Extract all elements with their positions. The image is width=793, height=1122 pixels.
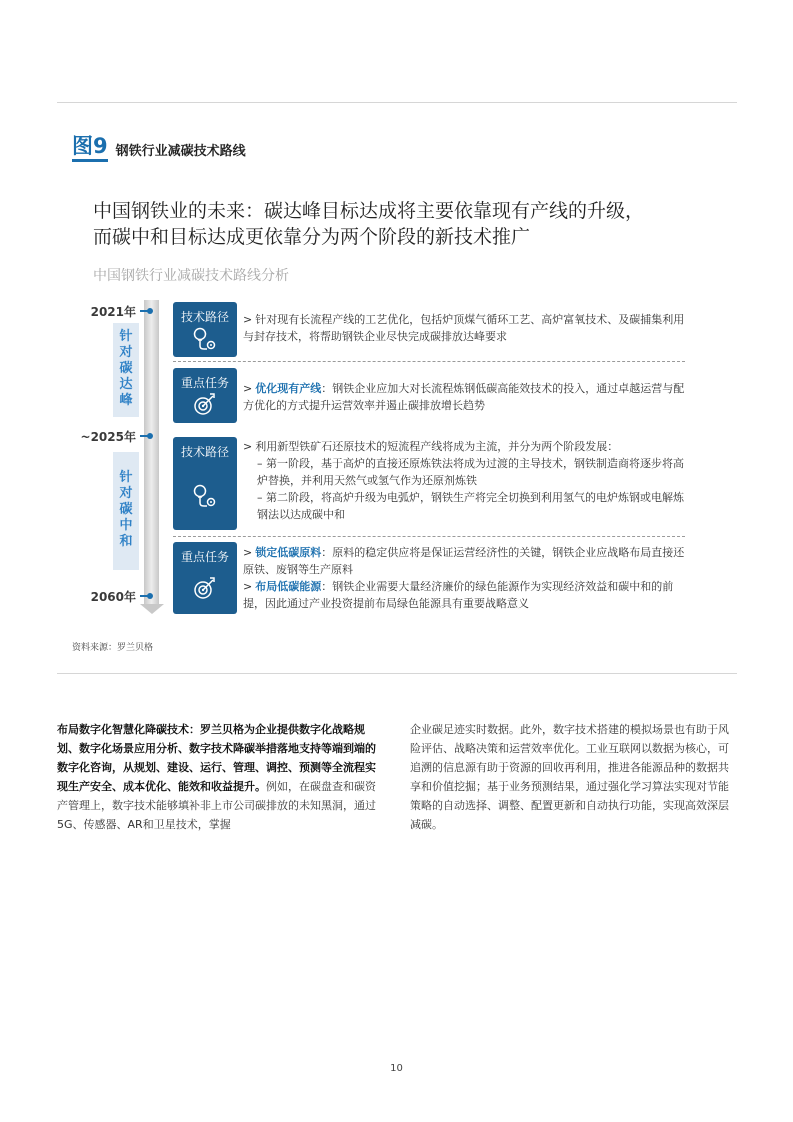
badge-key-task-neutral — [173, 542, 237, 614]
figure-number: 图9 — [72, 134, 108, 162]
bullet-marker: > — [243, 440, 253, 453]
neutral-key-task-text — [243, 544, 693, 612]
phase-carbon-peak — [113, 323, 139, 417]
badge-tech-path-neutral — [173, 437, 237, 530]
phase-peak-char: 碳 — [119, 361, 133, 376]
timeline-arrowhead — [140, 604, 164, 614]
headline-line-1: 中国钢铁业的未来：碳达峰目标达成将主要依靠现有产线的升级， — [93, 200, 645, 222]
peak-tech-text: 针对现有长流程产线的工艺优化，包括炉顶煤气循环工艺、高炉富氧技术、及碳捕集利用与封存技术，将帮助钢铁企业尽快完成碳排放达峰要求 — [243, 313, 685, 343]
figure-bottom-rule — [57, 673, 737, 674]
bullet-marker: > — [243, 546, 253, 559]
peak-task-title: 优化现有产线 — [255, 382, 322, 395]
neutral-task-1-body: ：原料的稳定供应将是保证运营经济性的关键，钢铁企业应战略布局直接还原铁、废钢等生产原料 — [243, 546, 685, 576]
body-column-right — [410, 720, 737, 834]
badge-label: 技术路径 — [180, 445, 229, 459]
bullet-marker: > — [243, 580, 253, 593]
figure-source: 资料来源：罗兰贝格 — [72, 643, 154, 653]
phase-peak-char: 针 — [119, 329, 133, 344]
badge-label: 重点任务 — [180, 550, 229, 564]
neutral-task-1-title: 锁定低碳原料 — [255, 546, 322, 559]
peak-task-body: ：钢铁企业应加大对长流程炼钢低碳高能效技术的投入，通过卓越运营与配方优化的方式提升运营效率并遏止碳排放增长趋势 — [243, 382, 685, 412]
top-rule — [57, 102, 737, 103]
page-number: 10 — [390, 1063, 403, 1074]
neutral-tech-path-text — [243, 438, 693, 523]
figure-title: 钢铁行业减碳技术路线 — [115, 144, 246, 159]
body-column-left — [57, 720, 384, 834]
neutral-tech-lead: 利用新型铁矿石还原技术的短流程产线将成为主流，并分为两个阶段发展： — [255, 440, 619, 453]
neutral-task-2-body: ：钢铁企业需要大量经济廉价的绿色能源作为实现经济效益和碳中和的前提，因此通过产业投资提前布局绿色能源具有重要战略意义 — [243, 580, 674, 610]
year-2025: ~2025年 — [80, 430, 136, 444]
year-2021: 2021年 — [90, 305, 136, 319]
bullet-marker: > — [243, 313, 253, 326]
target-arrow-icon — [191, 391, 219, 417]
neutral-tech-stage-1: – 第一阶段，基于高炉的直接还原炼铁法将成为过渡的主导技术，钢铁制造商将逐步将高炉替换，并利用天然气或氢气作为还原剂炼铁 — [257, 457, 684, 487]
body-right-text: 企业碳足迹实时数据。此外，数字技术搭建的模拟场景也有助于风险评估、战略决策和运营效率优化。工业互联网以数据为核心，可追溯的信息源有助于资源的回收再利用，推进各能源品种的数据共享和价值挖掘；基于业务预测结果，通过强化学习算法实现对节能策略的自动选择、调整、配置更新和自动执行功能，实现高效深层减碳。 — [410, 723, 729, 831]
neutral-tech-stage-2: – 第二阶段，将高炉升级为电弧炉，钢铁生产将完全切换到利用氢气的电炉炼钢或电解炼钢法以达成碳中和 — [257, 491, 684, 521]
phase-peak-char: 对 — [119, 345, 133, 360]
neutral-task-1 — [243, 544, 693, 578]
figure-header — [72, 134, 246, 162]
year-2025-marker — [140, 435, 150, 437]
badge-label: 重点任务 — [180, 376, 229, 390]
badge-label: 技术路径 — [180, 310, 229, 324]
divider-dashed — [173, 536, 685, 537]
bullet-marker: > — [243, 382, 253, 395]
phase-neutral-char: 碳 — [119, 502, 133, 517]
year-2060-marker — [140, 595, 150, 597]
neutral-tech-intro — [243, 438, 693, 455]
divider-dashed — [173, 361, 685, 362]
year-2021-marker — [140, 310, 150, 312]
phase-neutral-char: 针 — [119, 470, 133, 485]
bulb-gear-icon — [191, 325, 219, 351]
phase-peak-char: 达 — [119, 377, 133, 392]
bulb-gear-icon — [191, 482, 219, 508]
headline-line-2: 而碳中和目标达成更依靠分为两个阶段的新技术推广 — [93, 226, 531, 248]
peak-key-task-text — [243, 380, 693, 414]
figure-subheading: 中国钢铁行业减碳技术路线分析 — [93, 268, 289, 284]
body-left-text: 例如，在碳盘查和碳资产管理上，数字技术能够填补非上市公司碳排放的未知黑洞，通过5G、传感器、AR和卫星技术，掌握 — [57, 780, 376, 831]
figure-headline — [93, 198, 733, 250]
phase-neutral-char: 中 — [119, 518, 133, 533]
year-2060: 2060年 — [90, 590, 136, 604]
phase-neutral-char: 对 — [119, 486, 133, 501]
peak-tech-path-text — [243, 311, 693, 345]
target-arrow-icon — [191, 575, 219, 601]
phase-carbon-neutral — [113, 452, 139, 570]
phase-peak-char: 峰 — [119, 393, 133, 408]
badge-key-task-peak — [173, 368, 237, 423]
neutral-task-2 — [243, 578, 693, 612]
neutral-task-2-title: 布局低碳能源 — [255, 580, 322, 593]
badge-tech-path-peak — [173, 302, 237, 357]
timeline-axis — [144, 300, 159, 605]
body-left-bold: 布局数字化智慧化降碳技术：罗兰贝格为企业提供数字化战略规划、数字化场景应用分析、数字技术降碳举措落地支持等端到端的数字化咨询，从规划、建设、运行、管理、调控、预测等全流程实现生产安全、成本优化、能效和收益提升。 — [57, 723, 376, 793]
phase-neutral-char: 和 — [119, 534, 133, 549]
